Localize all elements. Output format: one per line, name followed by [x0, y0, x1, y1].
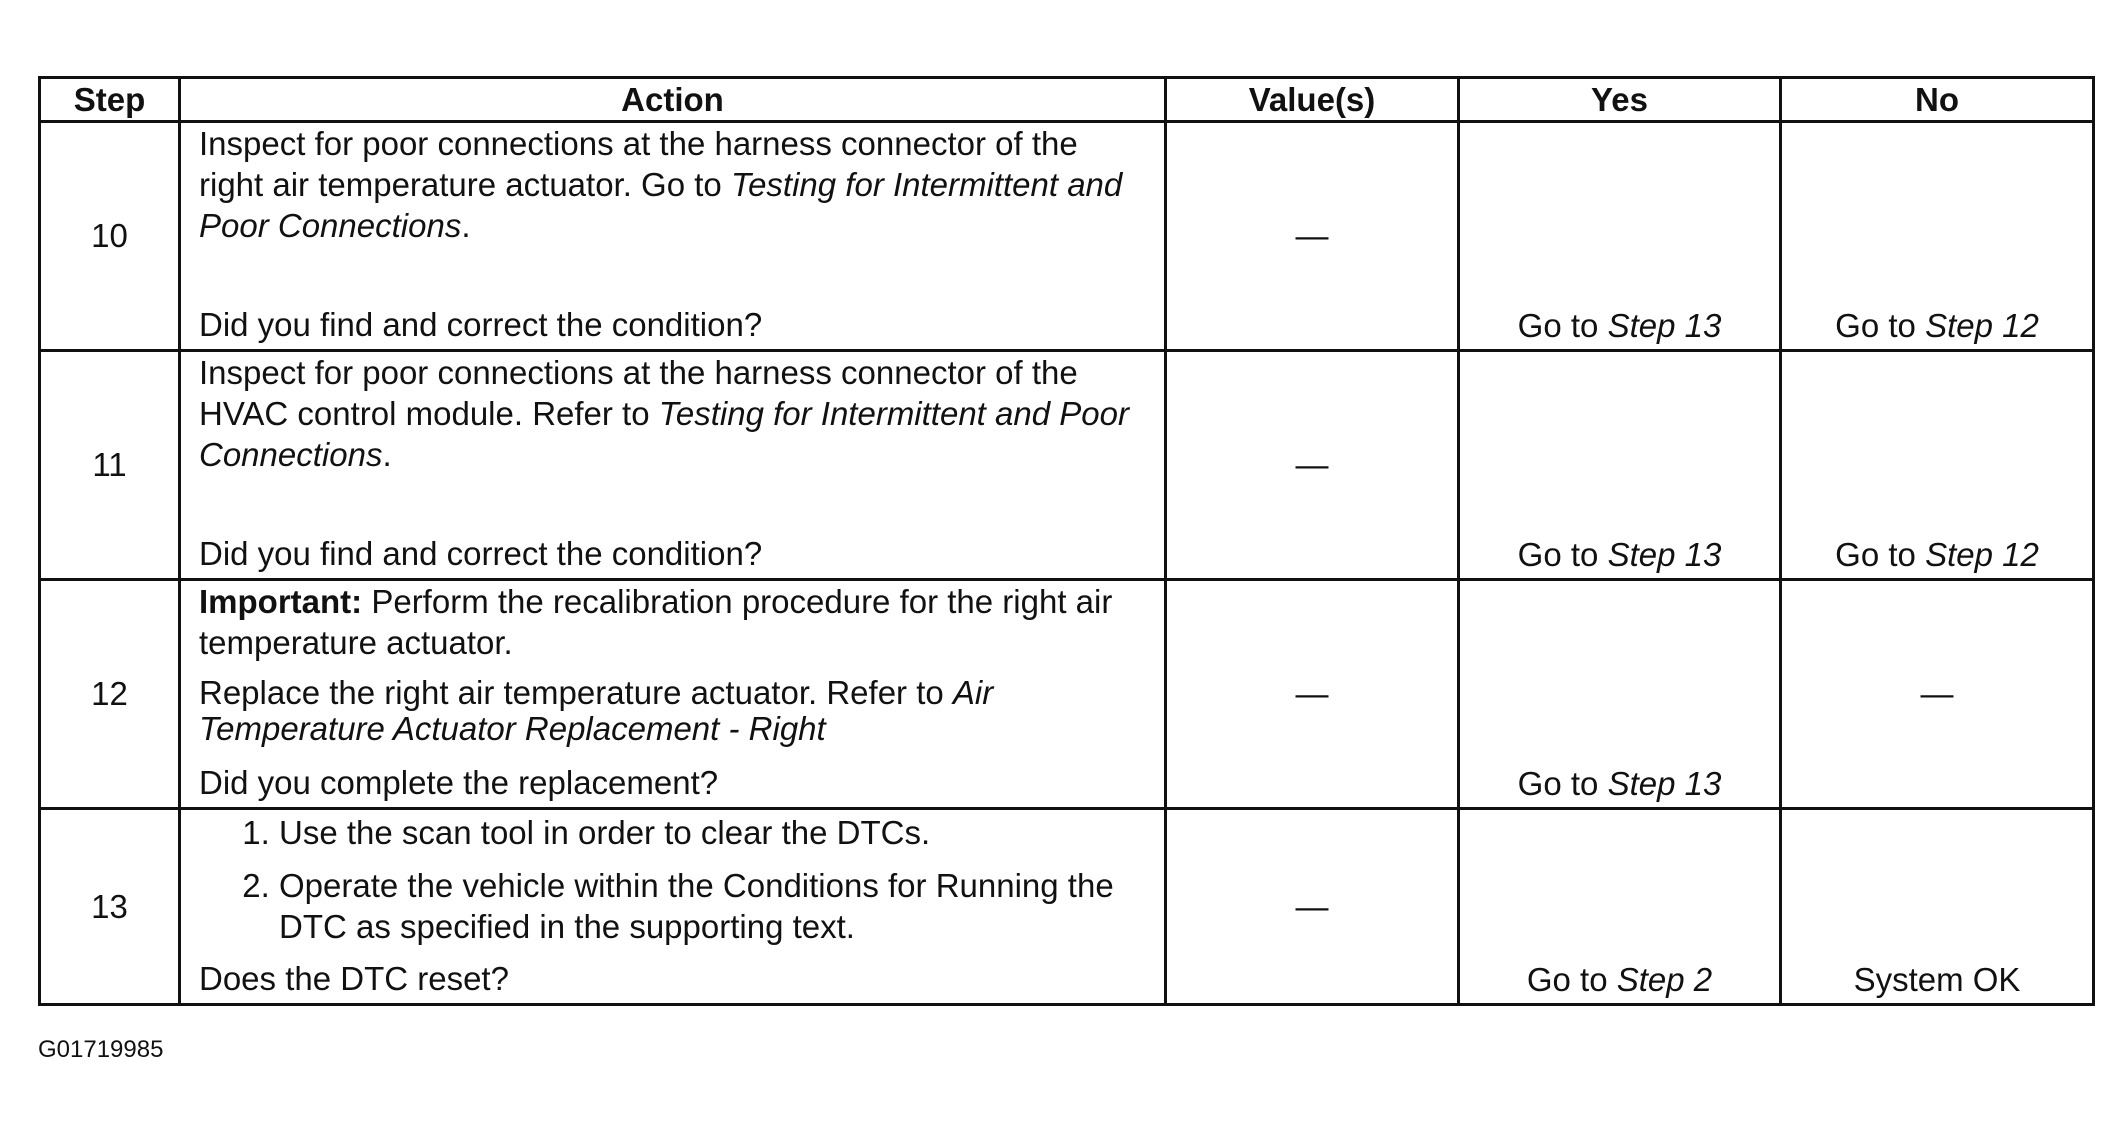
figure-id: G01719985: [38, 1036, 164, 1063]
action-question: Did you find and correct the condition?: [199, 535, 763, 572]
header-no: No: [1781, 78, 2094, 122]
action-cell: [180, 351, 1166, 580]
value-cell: —: [1166, 809, 1459, 1005]
action-cell: [180, 809, 1166, 1005]
important-note: Important: Perform the recalibration procedure for the right air temperature actuator.: [199, 583, 1113, 661]
action-cell: [180, 580, 1166, 809]
action-instruction: Inspect for poor connections at the harness connector of the right air temperature actuator. Go to Testing for Intermittent and Poor Connections.: [199, 125, 1123, 244]
list-item: 2. Operate the vehicle within the Conditions for Running the DTC as specified in the supporting text.: [279, 865, 1146, 947]
value-cell: —: [1166, 122, 1459, 351]
header-values: Value(s): [1166, 78, 1459, 122]
header-row: [40, 78, 2094, 122]
step-number: 11: [40, 351, 180, 580]
action-cell: [180, 122, 1166, 351]
yes-cell: Go to Step 13: [1459, 351, 1781, 580]
no-cell: Go to Step 12: [1781, 351, 2094, 580]
important-label: Important:: [199, 583, 363, 620]
header-action: Action: [180, 78, 1166, 122]
list-item: 1. Use the scan tool in order to clear the DTCs.: [279, 812, 1146, 853]
action-instruction: Inspect for poor connections at the harness connector of the HVAC control module. Refer to Testing for Intermittent and Poor Connections.: [199, 354, 1129, 473]
table-row: [40, 580, 2094, 809]
procedure-list: [199, 812, 1146, 947]
yes-cell: Go to Step 13: [1459, 122, 1781, 351]
step-number: 13: [40, 809, 180, 1005]
reference-link: Testing for Intermittent and Poor Connections: [199, 395, 1129, 473]
action-question: Did you find and correct the condition?: [199, 306, 763, 343]
no-cell: Go to Step 12: [1781, 122, 2094, 351]
reference-link: Air Temperature Actuator Replacement - Right: [199, 674, 994, 747]
table-row: [40, 351, 2094, 580]
step-number: 12: [40, 580, 180, 809]
header-step: Step: [40, 78, 180, 122]
header-yes: Yes: [1459, 78, 1781, 122]
diagnostic-table: [38, 76, 2095, 1006]
yes-cell: Go to Step 13: [1459, 580, 1781, 809]
action-question: Does the DTC reset?: [199, 960, 509, 997]
table-row: [40, 809, 2094, 1005]
yes-cell: Go to Step 2: [1459, 809, 1781, 1005]
value-cell: —: [1166, 351, 1459, 580]
no-cell: System OK: [1781, 809, 2094, 1005]
table-row: [40, 122, 2094, 351]
value-cell: —: [1166, 580, 1459, 809]
no-cell: —: [1781, 580, 2094, 809]
reference-link: Testing for Intermittent and Poor Connections: [199, 166, 1123, 244]
step-number: 10: [40, 122, 180, 351]
action-instruction: Replace the right air temperature actuator. Refer to Air Temperature Actuator Replacement - Right: [199, 674, 994, 747]
action-question: Did you complete the replacement?: [199, 764, 719, 801]
